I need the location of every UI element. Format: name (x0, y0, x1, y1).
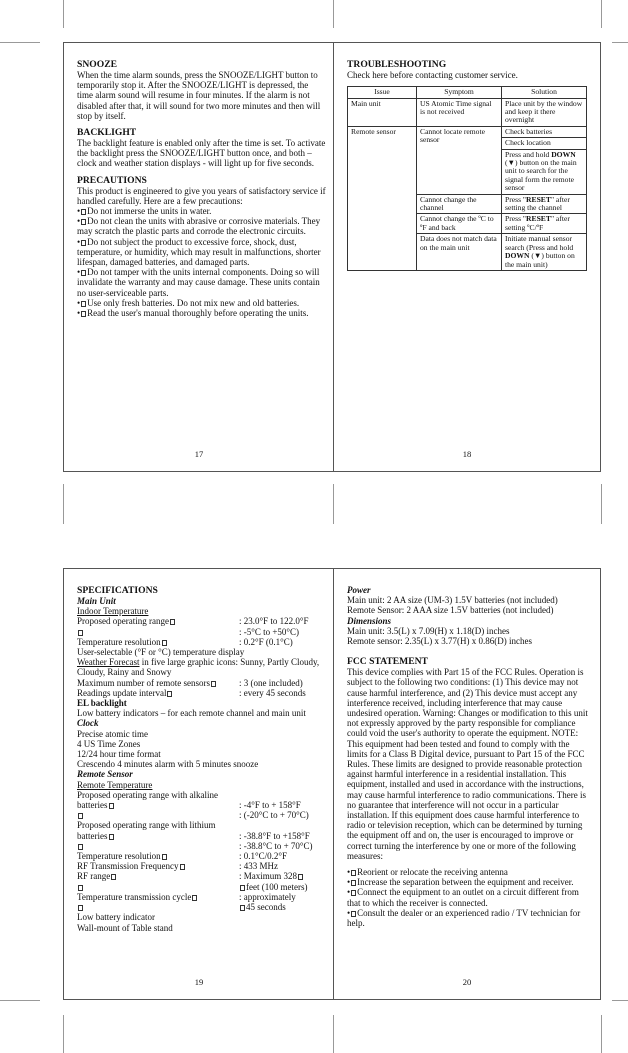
measure-item: • Connect the equipment to an outlet on a circuit different from that to which the receiver is connected. (347, 887, 579, 908)
page-number: 18 (462, 449, 472, 459)
spec-row: : -5°C to +50°C) (77, 627, 326, 637)
placeholder-glyph-icon (167, 691, 172, 697)
spec-line: Low battery indicator (77, 912, 155, 923)
precaution-item: • Use only fresh batteries. Do not mix new and old batteries. (77, 297, 300, 308)
placeholder-glyph-icon (78, 813, 83, 819)
spec-line: 4 US Time Zones (77, 738, 141, 749)
page-number: 19 (194, 977, 204, 987)
troubleshooting-heading: TROUBLESHOOTING (347, 59, 447, 70)
crop-mark (63, 0, 64, 28)
main-unit-subheading: Main Unit (77, 596, 116, 606)
spec-line: Main unit: 2 AA size (UM-3) 1.5V batteries (not included) (347, 595, 558, 606)
page-number: 17 (194, 449, 204, 459)
crop-mark (601, 484, 602, 524)
measure-item: • Reorient or relocate the receiving antenna (347, 867, 508, 878)
crop-mark (0, 42, 40, 43)
precaution-item: • Read the user's manual thoroughly before operating the units. (77, 308, 309, 319)
spec-line: Low battery indicators – for each remote channel and main unit (77, 708, 306, 719)
spec-line: Weather Forecast in five large graphic icons: Sunny, Partly Cloudy, Cloudy, Rainy and Snowy (77, 657, 320, 678)
placeholder-glyph-icon (180, 864, 185, 870)
placeholder-glyph-icon (81, 240, 86, 246)
spec-line: Main unit: 3.5(L) x 7.09(H) x 1.18(D) inches (347, 625, 510, 636)
page-19 (63, 568, 335, 1000)
spec-row: batteries : -38.8°F to +158°F (77, 830, 310, 841)
table-cell: Main unit (348, 98, 417, 126)
power-subheading: Power (347, 585, 371, 595)
spec-line: Proposed operating range with lithium (77, 820, 216, 831)
spec-line: EL backlight (77, 698, 127, 709)
remote-temp-subheading: Remote Temperature (77, 779, 153, 790)
crop-mark (612, 1000, 628, 1001)
placeholder-glyph-icon (81, 209, 86, 215)
spec-line: 12/24 hour time format (77, 749, 161, 760)
page-number: 20 (462, 977, 472, 987)
troubleshooting-subtitle: Check here before contacting customer service. (347, 70, 518, 80)
spec-row: Readings update interval : every 45 seconds (77, 687, 306, 698)
spec-line: Remote sensor: 2.35(L) x 3.77(H) x 0.86(D) inches (347, 636, 532, 647)
placeholder-glyph-icon (351, 911, 356, 917)
measure-item: • Increase the separation between the equipment and receiver. (347, 877, 574, 888)
placeholder-glyph-icon (351, 880, 356, 886)
placeholder-glyph-icon (351, 870, 356, 876)
table-cell: Check location (502, 138, 587, 149)
table-cell: Press and hold DOWN (▼) button on the main unit to search for the signal form the remote sensor (502, 149, 587, 194)
precaution-item: • Do not clean the units with abrasive or corrosive materials. They may scratch the plastic parts and corrode the electronic circuits. (77, 216, 321, 237)
crop-mark (333, 1015, 334, 1053)
crop-mark (333, 0, 334, 28)
spec-row: Temperature resolution : 0.2°F (0.1°C) (77, 636, 293, 647)
spec-line: Crescendo 4 minutes alarm with 5 minutes snooze (77, 759, 259, 770)
column-header: Symptom (417, 87, 502, 98)
crop-mark (333, 484, 334, 524)
placeholder-glyph-icon (78, 905, 83, 911)
spec-line: User-selectable (°F or °C) temperature display (77, 647, 245, 658)
crop-mark (0, 1000, 40, 1001)
crop-mark (601, 1015, 602, 1053)
table-cell: US Atomic Time signal is not received (417, 98, 502, 126)
table-cell: Place unit by the window and keep it there overnight (502, 98, 587, 126)
clock-subheading: Clock (77, 718, 99, 729)
fcc-heading: FCC STATEMENT (347, 656, 428, 668)
page-17 (63, 42, 335, 472)
crop-mark (612, 42, 628, 43)
placeholder-glyph-icon (81, 219, 86, 225)
spec-row: Proposed operating range : 23.0°F to 122.0°F (77, 616, 309, 627)
placeholder-glyph-icon (78, 844, 83, 850)
crop-mark (63, 1015, 64, 1053)
table-header-row (348, 87, 587, 98)
precaution-item: • Do not tamper with the units internal components. Doing so will invalidate the warranty and may cause damage. These units contain no user-serviceable parts. (77, 267, 320, 298)
placeholder-glyph-icon (162, 640, 167, 646)
precaution-item: • Do not immerse the units in water. (77, 206, 212, 217)
table-row (348, 98, 587, 126)
snooze-heading: SNOOZE (77, 59, 117, 70)
placeholder-glyph-icon (240, 885, 245, 891)
spec-line: Wall-mount of Table stand (77, 922, 173, 933)
placeholder-glyph-icon (162, 854, 167, 860)
dimensions-subheading: Dimensions (347, 615, 392, 626)
fcc-text: This device complies with Part 15 of the FCC Rules. Operation is subject to the following two conditions: (1) This device may not cause harmful interference, and (2) This device must accept any interference received, including interference that may cause undesired operation. Warning: Changes or modification to this unit not expressly approved by the party responsible for compliance could void the user's authority to operate the equipment. NOTE: This equipment had been tested and found to comply with the limits for a Class B Digital device, pursuant to Part 15 of the FCC Rules. These limits are designed to provide reasonable protection against harmful interference in a residential installation. This equipment, installed and used in accordance with the instructions, may cause harmful interference to radio communications. There is no guarantee that interference will not occur in a particular installation. If this equipment does cause harmful interference to radio or television reception, which can be determined by turning the equipment off and on, the user is encouraged to improve or correct turning the interference by one or more of the following measures: (347, 667, 588, 861)
spec-row: batteries : -4°F to + 158°F (77, 800, 301, 811)
placeholder-glyph-icon (351, 890, 356, 896)
precautions-heading: PRECAUTIONS (77, 174, 147, 186)
table-row (348, 126, 587, 137)
indoor-temp-subheading: Indoor Temperature (77, 606, 149, 617)
spec-row: feet (100 meters) (77, 882, 326, 892)
measure-item: • Consult the dealer or an experienced radio / TV technician for help. (347, 907, 581, 929)
placeholder-glyph-icon (81, 311, 86, 317)
table-cell: Check batteries (502, 126, 587, 137)
troubleshooting-table (347, 86, 587, 271)
backlight-heading: BACKLIGHT (77, 127, 137, 139)
spec-line: Remote Sensor: 2 AAA size 1.5V batteries (not included) (347, 605, 554, 616)
placeholder-glyph-icon (78, 885, 83, 891)
page-18 (333, 42, 601, 472)
table-cell: Initiate manual sensor search (Press and hold DOWN (▼) button on the main unit) (502, 234, 587, 271)
placeholder-glyph-icon (111, 874, 116, 880)
placeholder-glyph-icon (240, 905, 245, 911)
placeholder-glyph-icon (170, 619, 175, 625)
column-header: Solution (502, 87, 587, 98)
remote-sensor-subheading: Remote Sensor (77, 769, 133, 780)
spec-line: Proposed operating range with alkaline (77, 789, 218, 800)
table-cell: Cannot change the ºC to ºF and back (417, 214, 502, 234)
column-header: Issue (348, 87, 417, 98)
placeholder-glyph-icon (192, 895, 197, 901)
placeholder-glyph-icon (211, 681, 216, 687)
specifications-heading: SPECIFICATIONS (77, 585, 158, 596)
placeholder-glyph-icon (109, 834, 114, 840)
snooze-text: When the time alarm sounds, press the SNOOZE/LIGHT button to temporarily stop it. After the SNOOZE/LIGHT is depressed, the time alarm sound will resume in four minutes. If the alarm is not disabled after that, it will sound for two more minutes and then will stop by itself. (77, 70, 321, 121)
table-cell: Press "RESET" after setting the channel (502, 194, 587, 214)
table-cell: Cannot locate remote sensor (417, 126, 502, 194)
placeholder-glyph-icon (109, 803, 114, 809)
spec-row: Temperature resolution : 0.1°C/0.2°F (77, 851, 287, 862)
spec-row: Temperature transmission cycle : approximately (77, 891, 296, 902)
spec-line: Precise atomic time (77, 728, 148, 739)
placeholder-glyph-icon (81, 270, 86, 276)
backlight-text: The backlight feature is enabled only after the time is set. To activate the backlight press the SNOOZE/LIGHT button once, and both – clock and weather station displays - will light up for five seconds. (77, 138, 326, 169)
placeholder-glyph-icon (298, 874, 303, 880)
spec-row: : -38.8°C to + 70°C) (77, 841, 326, 851)
spec-row: RF range : Maximum 328 (77, 871, 326, 881)
spec-row: Maximum number of remote sensors : 3 (one included) (77, 677, 303, 688)
placeholder-glyph-icon (78, 630, 83, 636)
table-cell: Remote sensor (348, 126, 417, 270)
placeholder-glyph-icon (81, 301, 86, 307)
crop-mark (63, 484, 64, 524)
page-20 (333, 568, 601, 1000)
table-cell: Data does not match data on the main unit (417, 234, 502, 271)
spec-row: : (-20°C to + 70°C) (77, 810, 326, 820)
precaution-item: • Do not subject the product to excessive force, shock, dust, temperature, or humidity, which may result in malfunctions, shorter lifespan, damaged batteries, and damaged parts. (77, 236, 321, 268)
table-cell: Cannot change the channel (417, 194, 502, 214)
table-cell: Press "RESET" after setting ºC/ºF (502, 214, 587, 234)
spec-row: 45 seconds (77, 902, 326, 912)
spec-row: RF Transmission Frequency : 433 MHz (77, 861, 278, 872)
crop-mark (601, 0, 602, 28)
precautions-intro: This product is engineered to give you years of satisfactory service if handled carefully. Here are a few precautions: (77, 185, 326, 206)
